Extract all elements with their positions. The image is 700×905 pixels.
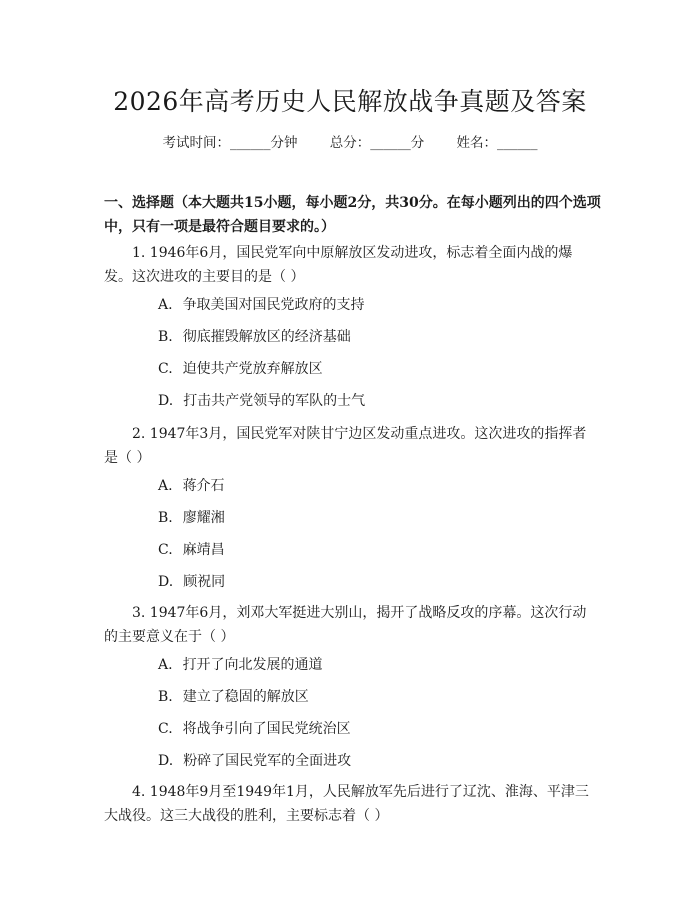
page-title: 2026年高考历史人民解放战争真题及答案 xyxy=(113,87,587,116)
option-letter: D. xyxy=(158,574,174,590)
student-name-field: 姓名：______ xyxy=(456,135,538,151)
question-2-option-a xyxy=(158,476,225,496)
option-text: 迫使共产党放弃解放区 xyxy=(182,361,323,377)
question-2-stem: 2. 1947年3月，国民党军对陕甘宁边区发动重点进攻。这次进攻的指挥者是（ ） xyxy=(104,426,587,466)
option-text: 彻底摧毁解放区的经济基础 xyxy=(182,329,351,345)
option-text: 建立了稳固的解放区 xyxy=(182,689,309,705)
section-heading: 一、选择题（本大题共15小题，每小题2分，共30分。在每小题列出的四个选项中，只有一项是最符合题目要求的。） xyxy=(104,195,601,235)
option-letter: B. xyxy=(158,329,173,345)
option-letter: A. xyxy=(158,657,173,673)
question-1-option-d xyxy=(158,391,365,411)
option-letter: A. xyxy=(158,478,173,494)
option-text: 争取美国对国民党政府的支持 xyxy=(182,297,365,313)
question-3-option-c xyxy=(158,719,351,739)
question-1-option-a xyxy=(158,295,365,315)
option-letter: D. xyxy=(158,393,174,409)
option-letter: C. xyxy=(158,361,173,377)
option-letter: A. xyxy=(158,297,173,313)
question-1-option-c xyxy=(158,359,323,379)
question-1-stem: 1. 1946年6月，国民党军向中原解放区发动进攻，标志着全面内战的爆发。这次进攻的主要目的是（ ） xyxy=(104,245,573,285)
option-text: 廖耀湘 xyxy=(182,510,225,526)
question-3-option-b xyxy=(158,687,309,707)
question-1-option-b xyxy=(158,327,351,347)
option-text: 粉碎了国民党军的全面进攻 xyxy=(183,753,352,769)
exam-time-field: 考试时间：______分钟 xyxy=(162,135,298,151)
option-text: 打开了向北发展的通道 xyxy=(182,657,323,673)
option-letter: B. xyxy=(158,510,173,526)
question-3-option-a xyxy=(158,655,323,675)
question-2-option-d xyxy=(158,572,225,592)
option-text: 麻靖昌 xyxy=(182,542,225,558)
question-2-option-b xyxy=(158,508,225,528)
option-text: 顾祝同 xyxy=(183,574,226,590)
option-text: 打击共产党领导的军队的士气 xyxy=(183,393,366,409)
option-letter: D. xyxy=(158,753,174,769)
question-4-stem: 4. 1948年9月至1949年1月，人民解放军先后进行了辽沈、淮海、平津三大战役。这三大战役的胜利，主要标志着（ ） xyxy=(104,784,589,824)
exam-meta xyxy=(0,131,700,151)
option-text: 将战争引向了国民党统治区 xyxy=(182,721,351,737)
question-2-option-c xyxy=(158,540,225,560)
option-letter: C. xyxy=(158,721,173,737)
option-text: 蒋介石 xyxy=(182,478,225,494)
question-3-stem: 3. 1947年6月，刘邓大军挺进大别山，揭开了战略反攻的序幕。这次行动的主要意义在于（ ） xyxy=(104,605,587,645)
option-letter: B. xyxy=(158,689,173,705)
option-letter: C. xyxy=(158,542,173,558)
question-3-option-d xyxy=(158,751,351,771)
total-score-field: 总分：______分 xyxy=(329,135,425,151)
